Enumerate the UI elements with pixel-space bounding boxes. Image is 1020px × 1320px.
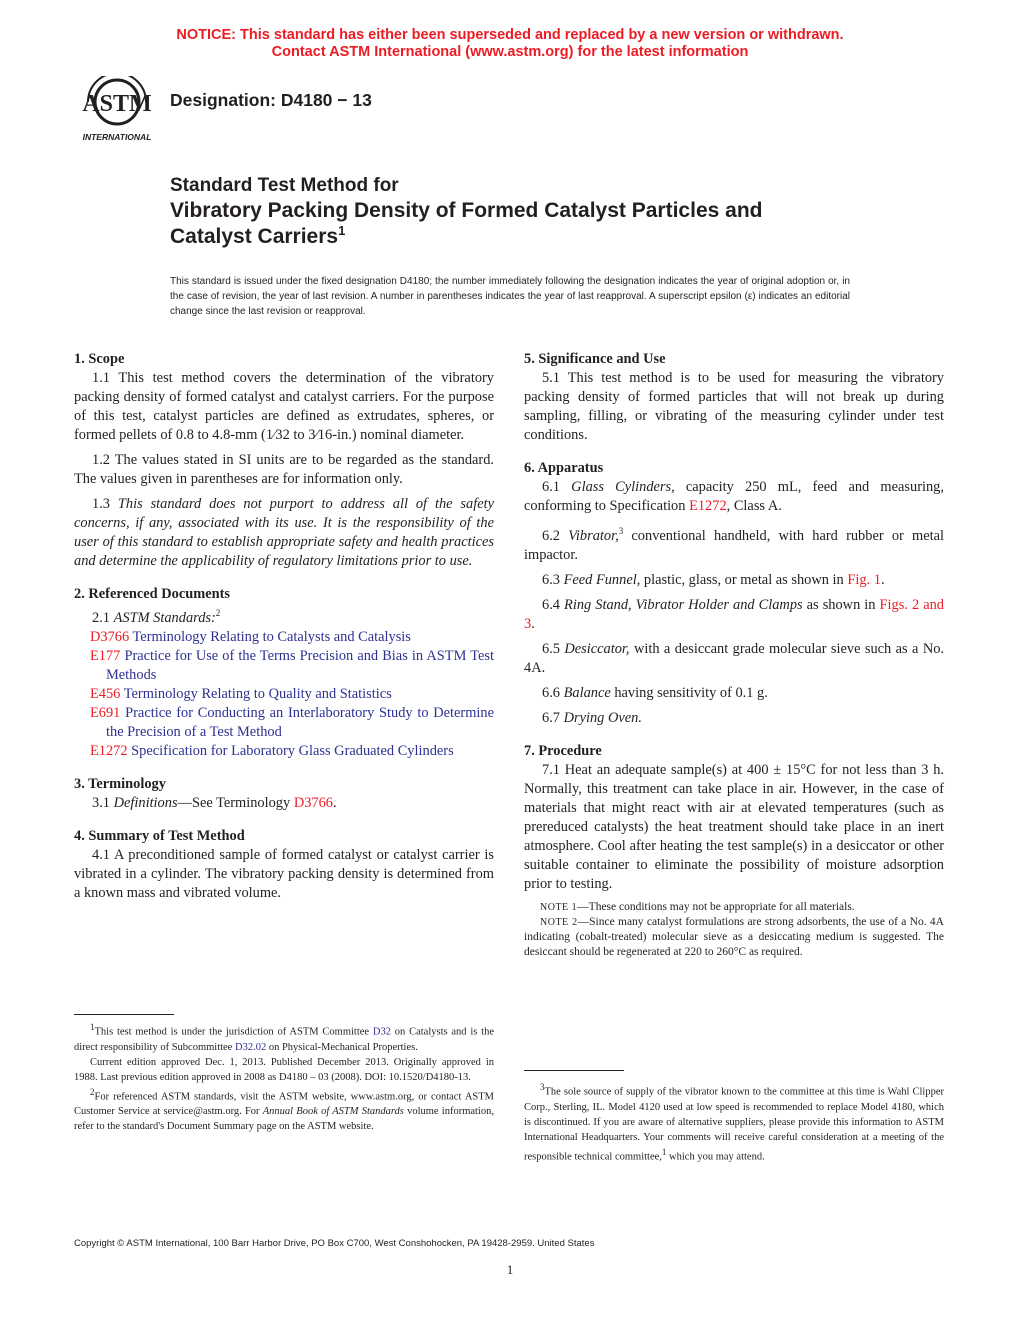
footnote-1-text-end: on Physical-Mechanical Properties.	[266, 1041, 418, 1053]
scope-1-2: 1.2 The values stated in SI units are to be regarded as the standard. The values given in parentheses are for information only.	[74, 452, 494, 487]
apparatus-link[interactable]: Figs. 2 and 3	[524, 596, 944, 632]
ref-code[interactable]: E1272	[90, 742, 128, 759]
left-column	[74, 350, 494, 917]
apparatus-num: 6.7	[542, 709, 564, 726]
footnote-1-text-mid: on Catalysts and is the direct responsibility of Subcommittee	[74, 1026, 494, 1053]
section-terminology	[74, 775, 494, 813]
terminology-num: 3.1	[92, 794, 114, 811]
scope-heading: 1. Scope	[74, 351, 125, 367]
referenced-heading: 2. Referenced Documents	[74, 586, 230, 602]
apparatus-item	[524, 684, 944, 703]
apparatus-term: Balance	[563, 684, 611, 701]
footnote-3-marker: 3	[540, 1082, 545, 1092]
right-column	[524, 350, 944, 974]
apparatus-term: Feed Funnel,	[563, 571, 641, 588]
section-summary	[74, 827, 494, 903]
astm-logo-mark	[74, 76, 160, 142]
ref-title[interactable]: Practice for Use of the Terms Precision and Bias in ASTM Test Methods	[106, 647, 494, 683]
footnote-3	[524, 1080, 944, 1164]
footnote-3-text-end: which you may attend.	[666, 1151, 765, 1162]
note-2-label: NOTE 2	[540, 916, 578, 928]
note-1	[524, 900, 944, 915]
apparatus-link[interactable]: Fig. 1	[847, 571, 881, 588]
apparatus-item	[524, 478, 944, 516]
apparatus-num: 6.6	[542, 684, 564, 701]
footnote-rule-right	[524, 1070, 624, 1071]
apparatus-num: 6.5	[542, 640, 565, 657]
apparatus-term: Ring Stand, Vibrator Holder and Clamps	[564, 596, 803, 613]
document-title	[170, 174, 930, 250]
terminology-term: Definitions	[113, 794, 178, 811]
footnote-2	[74, 1085, 494, 1135]
apparatus-num: 6.4	[542, 596, 565, 613]
ref-title[interactable]: Terminology Relating to Catalysts and Catalysis	[129, 628, 411, 645]
logo-international: INTERNATIONAL	[82, 132, 152, 142]
footnote-2-text-end: volume information, refer to the standard's Document Summary page on the ASTM website.	[74, 1106, 494, 1132]
title-line-3	[170, 224, 930, 250]
referenced-footnote-ref[interactable]: 2	[215, 608, 221, 618]
section-significance	[524, 350, 944, 445]
note-1-text: —These conditions may not be appropriate for all materials.	[577, 900, 855, 913]
footnote-rule-left	[74, 1014, 174, 1015]
footnote-1-text: This test method is under the jurisdiction of ASTM Committee	[94, 1026, 373, 1038]
apparatus-item	[524, 596, 944, 634]
footnotes-left	[74, 1020, 494, 1134]
apparatus-end: , Class A.	[726, 498, 782, 514]
footnotes-right	[524, 1080, 944, 1164]
apparatus-term: Desiccator,	[564, 640, 630, 657]
scope-1-3-text: This standard does not purport to address all of the safety concerns, if any, associated with its use. It is the responsibility of the user of this standard to establish appropriate safety and health practices and determine the applicability of regulatory limitations prior to use.	[74, 496, 494, 569]
ref-item[interactable]	[74, 685, 494, 704]
scope-1-3-num: 1.3	[92, 496, 118, 512]
referenced-intro-text: ASTM Standards:	[113, 609, 216, 626]
designation: Designation: D4180 − 13	[170, 90, 372, 110]
footnote-1-marker: 1	[90, 1022, 95, 1032]
title-line-2: Vibratory Packing Density of Formed Catalyst Particles and	[170, 199, 763, 222]
footnote-1-subcommittee-link[interactable]: D32.02	[234, 1041, 267, 1053]
apparatus-text: having sensitivity of 0.1 g.	[610, 684, 768, 701]
section-referenced-documents	[74, 585, 494, 761]
apparatus-heading: 6. Apparatus	[524, 460, 604, 476]
summary-4-1: 4.1 A preconditioned sample of formed catalyst or catalyst carrier is vibrated in a cylinder. The vibratory packing density is determined from a known mass and vibrated volume.	[74, 846, 494, 901]
terminology-text: —See Terminology	[177, 794, 294, 811]
ref-item[interactable]	[74, 742, 494, 761]
title-footnote-ref[interactable]: 1	[338, 223, 346, 238]
footnote-2-marker: 2	[90, 1086, 95, 1097]
scope-1-1: 1.1 This test method covers the determination of the vibratory packing density of formed catalyst and catalyst carriers. For the purpose of this test, catalyst particles are defined as extrudates, spheres, or formed pellets of 0.8 to 4.8-mm (1⁄32 to 3⁄16-in.) nominal diameter.	[74, 370, 494, 443]
footnote-2-text: For referenced ASTM standards, visit the ASTM website, www.astm.org, or contact ASTM Customer Service at service@astm.org. For	[74, 1091, 494, 1117]
referenced-intro	[74, 604, 494, 628]
copyright: Copyright © ASTM International, 100 Barr Harbor Drive, PO Box C700, West Conshohocken, PA 19428-2959. United States	[74, 1238, 595, 1249]
procedure-heading: 7. Procedure	[524, 742, 602, 759]
ref-code[interactable]: D3766	[90, 628, 130, 645]
ref-item[interactable]	[74, 628, 494, 647]
procedure-7-1: 7.1 Heat an adequate sample(s) at 400 ± 15°C for not less than 3 h. Normally, this treatment can take place in air. However, in the case of materials that might react with air at elevated temperatures (such as prereduced catalysts) the heat treatment should take place in an inert atmosphere. Cool after heating the test sample(s) in a desiccator or other suitable container to eliminate the possibility of moisture adsorption prior to testing.	[524, 761, 944, 892]
ref-item[interactable]	[74, 647, 494, 685]
apparatus-term: Drying Oven.	[563, 709, 642, 726]
apparatus-footnote-ref[interactable]: 3	[618, 526, 624, 536]
footnote-2-italic: Annual Book of ASTM Standards	[262, 1106, 404, 1117]
apparatus-text: with a desiccant grade molecular sieve such as a No. 4A.	[524, 640, 944, 676]
footnote-1-committee-link[interactable]: D32	[372, 1026, 391, 1038]
terminology-link[interactable]: D3766	[293, 794, 333, 811]
apparatus-num: 6.3	[542, 571, 564, 588]
terminology-3-1	[74, 794, 494, 813]
ref-title[interactable]: Practice for Conducting an Interlaboratory Study to Determine the Precision of a Test Method	[106, 704, 494, 740]
significance-heading: 5. Significance and Use	[524, 351, 666, 367]
terminology-heading: 3. Terminology	[74, 775, 166, 792]
title-line-3-text: Catalyst Carriers	[170, 225, 339, 248]
apparatus-end: .	[880, 571, 885, 588]
apparatus-text: conventional handheld, with hard rubber or metal impactor.	[524, 527, 944, 563]
apparatus-text: plastic, glass, or metal as shown in	[640, 571, 848, 588]
notice-line-1: NOTICE: This standard has either been superseded and replaced by a new version or withdrawn.	[176, 27, 844, 43]
ref-title[interactable]: Specification for Laboratory Glass Graduated Cylinders	[127, 742, 454, 759]
footnote-1	[74, 1020, 494, 1055]
logo-letters: ASTM	[82, 91, 152, 117]
terminology-end: .	[333, 794, 337, 811]
astm-logo	[74, 76, 160, 142]
ref-title[interactable]: Terminology Relating to Quality and Statistics	[120, 685, 392, 702]
apparatus-text: as shown in	[802, 596, 880, 613]
apparatus-num: 6.2	[542, 527, 569, 544]
ref-code[interactable]: E456	[90, 685, 121, 702]
page-number: 1	[506, 1262, 514, 1277]
title-line-1: Standard Test Method for	[170, 175, 399, 196]
apparatus-text: capacity 250 mL, feed and measuring, conforming to Specification	[524, 479, 944, 514]
apparatus-term: Glass Cylinders,	[571, 479, 675, 495]
note-1-label: NOTE 1	[540, 901, 578, 913]
apparatus-num: 6.1	[542, 479, 572, 495]
apparatus-end: .	[531, 615, 535, 632]
preamble: This standard is issued under the fixed designation D4180; the number immediately following the designation indicates the year of original adoption or, in the case of revision, the year of last revision. A number in parentheses indicates the year of last reapproval. A superscript epsilon (ε) indicates an editorial change since the last revision or reapproval.	[170, 276, 850, 317]
significance-5-1: 5.1 This test method is to be used for measuring the vibratory packing density of formed particles that will not break up during sampling, filling, or vibrating of the measuring cylinder under test conditions.	[524, 370, 944, 443]
note-2	[524, 915, 944, 960]
ref-code[interactable]: E691	[90, 704, 121, 721]
apparatus-item	[524, 640, 944, 678]
apparatus-item	[524, 571, 944, 590]
withdrawal-notice	[0, 27, 1020, 60]
apparatus-item	[524, 522, 944, 565]
ref-item[interactable]	[74, 704, 494, 742]
footnote-3-text: The sole source of supply of the vibrator known to the committee at this time is Wahl Clipper Corp., Sterling, IL. Model 4120 used at low speed is recommended to replace Model 4180, which is discontinued. If you are aware of alternative suppliers, please provide this information to ASTM International Headquarters. Your comments will receive careful consideration at a meeting of the responsible technical committee,	[524, 1086, 944, 1162]
section-scope	[74, 350, 494, 571]
summary-heading: 4. Summary of Test Method	[74, 827, 245, 844]
section-procedure	[524, 742, 944, 960]
note-2-text: —Since many catalyst formulations are strong adsorbents, the use of a No. 4A indicating (cobalt-treated) molecular sieve as a desiccating medium is suggested. The desiccant should be regenerated at 220 to 260°C as required.	[524, 915, 944, 958]
apparatus-link[interactable]: E1272	[689, 498, 727, 514]
footnote-3-ref[interactable]: 1	[661, 1146, 667, 1157]
apparatus-item	[524, 709, 944, 728]
section-apparatus	[524, 459, 944, 728]
scope-1-3	[74, 495, 494, 571]
notice-line-2: Contact ASTM International (www.astm.org) for the latest information	[271, 43, 749, 60]
ref-code[interactable]: E177	[90, 647, 121, 664]
referenced-intro-num: 2.1	[92, 609, 114, 626]
footnote-1b: Current edition approved Dec. 1, 2013. Published December 2013. Originally approved in 1988. Last previous edition approved in 2008 as D4180 – 03 (2008). DOI: 10.1520/D4180-13.	[74, 1056, 494, 1083]
apparatus-term: Vibrator,	[568, 527, 619, 544]
